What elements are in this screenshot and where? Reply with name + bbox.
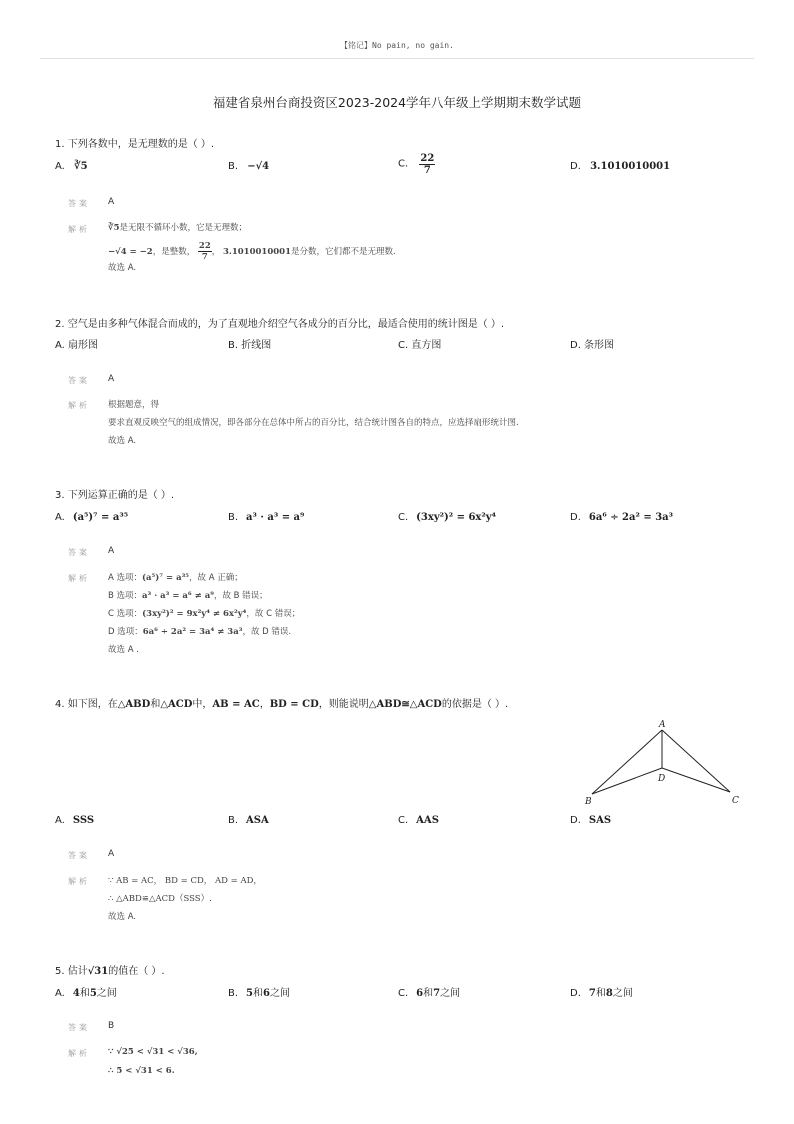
question-4-stem: 4. 如下图，在△ABD和△ACD中，AB = AC，BD = CD，则能说明△ABD≅△ACD的依据是（ ）. bbox=[55, 699, 509, 710]
option-math: −√4 bbox=[247, 161, 270, 172]
question-3-option-a[interactable]: A. (a⁵)⁷ = a³⁵ bbox=[55, 512, 129, 523]
vertex-label-a: A bbox=[659, 720, 666, 730]
question-1-answer: A bbox=[108, 197, 115, 207]
analysis-label: 解析 bbox=[68, 1049, 90, 1058]
question-5-option-d[interactable]: D. 7和8之间 bbox=[570, 988, 633, 999]
question-2-answer: A bbox=[108, 374, 115, 384]
question-4-analysis-line-3: 故选 A. bbox=[108, 912, 137, 922]
analysis-label: 解析 bbox=[68, 401, 90, 410]
question-3-analysis-line-3: C 选项：(3xy²)² = 9x²y⁴ ≠ 6x²y⁴，故 C 错误； bbox=[108, 609, 301, 619]
question-1-option-c[interactable] bbox=[398, 153, 435, 176]
question-5-option-c[interactable]: C. 6和7之间 bbox=[398, 988, 461, 999]
question-4-option-d[interactable]: D. SAS bbox=[570, 815, 612, 826]
answer-label: 答案 bbox=[68, 199, 90, 208]
question-4-option-b[interactable]: B. ASA bbox=[228, 815, 269, 826]
question-2-option-d[interactable]: D. 条形图 bbox=[570, 340, 615, 351]
option-math: ∛5 bbox=[74, 161, 88, 172]
question-1-stem: 1. 下列各数中，是无理数的是（ ）. bbox=[55, 139, 215, 150]
question-3-answer: A bbox=[108, 546, 115, 556]
header-divider bbox=[40, 58, 754, 59]
option-letter: B. bbox=[228, 161, 239, 172]
question-3-stem: 3. 下列运算正确的是（ ）. bbox=[55, 490, 175, 501]
question-2-analysis-line-3: 故选 A. bbox=[108, 436, 137, 446]
question-1-option-d[interactable] bbox=[570, 160, 670, 174]
header-motto: 【铭记】No pain, no gain. bbox=[340, 41, 454, 50]
vertex-label-d: D bbox=[658, 774, 666, 784]
question-3-analysis-line-4: D 选项：6a⁶ ÷ 2a² = 3a⁴ ≠ 3a³，故 D 错误. bbox=[108, 627, 292, 637]
question-3-option-b[interactable]: B. a³ · a³ = a⁹ bbox=[228, 512, 305, 523]
question-4-option-a[interactable]: A. SSS bbox=[55, 815, 95, 826]
answer-label: 答案 bbox=[68, 548, 90, 557]
question-1-analysis-line-3: 故选 A. bbox=[108, 263, 137, 273]
question-4-answer: A bbox=[108, 849, 115, 859]
question-4-option-c[interactable]: C. AAS bbox=[398, 815, 439, 826]
question-5-analysis-line-1: ∵ √25 < √31 < √36, bbox=[108, 1047, 198, 1057]
question-2-option-c[interactable]: C. 直方图 bbox=[398, 340, 442, 351]
question-2-analysis-line-2: 要求直观反映空气的组成情况，即各部分在总体中所占的百分比，结合统计图各自的特点，应选择扇形统计图. bbox=[108, 418, 519, 428]
option-letter: D. bbox=[570, 161, 581, 172]
question-2-stem: 2. 空气是由多种气体混合而成的，为了直观地介绍空气各成分的百分比，最适合使用的统计图是（ ）. bbox=[55, 319, 505, 330]
segment-ac bbox=[662, 730, 730, 792]
question-3-analysis-line-1: A 选项：(a⁵)⁷ = a³⁵，故 A 正确； bbox=[108, 573, 243, 583]
triangle-figure bbox=[580, 718, 750, 810]
question-1-analysis-line-2: −√4 = −2，是整数， $\frac{22}{7}$ ， 3.1010010001是分数，它们都不是无理数. bbox=[108, 241, 396, 262]
analysis-label: 解析 bbox=[68, 225, 90, 234]
question-3-analysis-line-5: 故选 A . bbox=[108, 645, 139, 655]
vertex-label-c: C bbox=[732, 796, 739, 806]
segment-ab bbox=[592, 730, 662, 794]
question-5-option-a[interactable]: A. 4和5之间 bbox=[55, 988, 117, 999]
question-2-analysis-line-1: 根据题意，得 bbox=[108, 400, 160, 410]
question-2-option-b[interactable]: B. 折线图 bbox=[228, 340, 272, 351]
vertex-label-b: B bbox=[585, 797, 592, 807]
question-3-option-c[interactable]: C. (3xy²)² = 6x²y⁴ bbox=[398, 512, 496, 523]
fraction-22-7: $\frac{22}{7}$ bbox=[420, 153, 435, 176]
answer-label: 答案 bbox=[68, 1023, 90, 1032]
question-4-analysis-line-2: ∴ △ABD≌△ACD（SSS）. bbox=[108, 894, 212, 904]
analysis-label: 解析 bbox=[68, 877, 90, 886]
question-5-analysis-line-2: ∴ 5 < √31 < 6. bbox=[108, 1066, 175, 1076]
option-math: 3.1010010001 bbox=[590, 161, 671, 172]
option-letter: C. bbox=[398, 158, 409, 170]
page-title: 福建省泉州台商投资区2023-2024学年八年级上学期期末数学试题 bbox=[212, 95, 582, 110]
question-5-answer: B bbox=[108, 1021, 115, 1031]
segment-dc bbox=[662, 768, 730, 792]
answer-label: 答案 bbox=[68, 851, 90, 860]
segment-bd bbox=[592, 768, 662, 794]
question-3-analysis-line-2: B 选项：a³ · a³ = a⁶ ≠ a⁹，故 B 错误； bbox=[108, 591, 268, 601]
question-1-option-a[interactable] bbox=[55, 160, 88, 174]
question-1-analysis-line-1: ∛5是无限不循环小数，它是无理数； bbox=[108, 223, 248, 233]
answer-label: 答案 bbox=[68, 376, 90, 385]
question-5-option-b[interactable]: B. 5和6之间 bbox=[228, 988, 290, 999]
option-letter: A. bbox=[55, 161, 65, 172]
question-5-stem: 5. 估计√31的值在（ ）. bbox=[55, 966, 165, 977]
analysis-label: 解析 bbox=[68, 574, 90, 583]
question-4-analysis-line-1: ∵ AB = AC， BD = CD， AD = AD， bbox=[108, 876, 262, 886]
question-1-option-b[interactable] bbox=[228, 160, 269, 174]
question-2-option-a[interactable]: A. 扇形图 bbox=[55, 340, 99, 351]
question-3-option-d[interactable]: D. 6a⁶ ÷ 2a² = 3a³ bbox=[570, 512, 674, 523]
